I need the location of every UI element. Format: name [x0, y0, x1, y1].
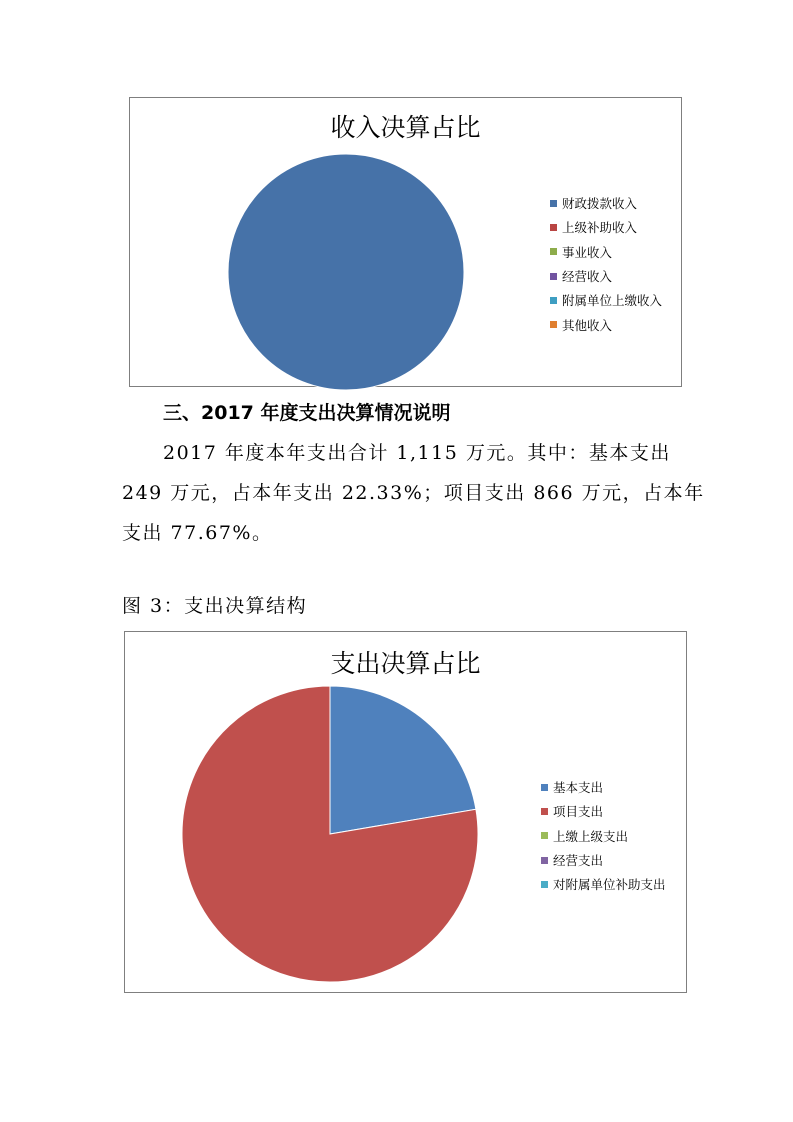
legend-item — [550, 191, 662, 215]
legend-label: 其他收入 — [562, 317, 613, 333]
legend-item — [550, 240, 662, 264]
legend-swatch — [550, 200, 557, 207]
legend-label: 经营支出 — [553, 853, 604, 869]
chart-title: 支出决算占比 — [330, 649, 481, 678]
legend-item — [550, 312, 662, 336]
legend-item — [541, 824, 666, 848]
legend-label: 事业收入 — [562, 244, 613, 260]
legend-label: 基本支出 — [553, 780, 604, 796]
pie-slice-财政拨款收入 — [228, 154, 464, 390]
paragraph-line: 249 万元，占本年支出 22.33%；项目支出 866 万元，占本年 — [122, 482, 705, 504]
legend-swatch — [550, 248, 557, 255]
legend-swatch — [541, 857, 548, 864]
legend-item — [550, 264, 662, 288]
figure-caption: 图 3：支出决算结构 — [122, 595, 308, 617]
pie-chart — [180, 684, 480, 984]
paragraph-line: 支出 77.67%。 — [122, 522, 273, 544]
chart-legend — [550, 191, 662, 337]
legend-swatch — [550, 297, 557, 304]
legend-item — [541, 775, 666, 799]
legend-label: 财政拨款收入 — [562, 196, 638, 212]
expense-chart — [124, 631, 687, 993]
pie-slice-基本支出 — [330, 686, 476, 834]
legend-label: 上级补助收入 — [562, 220, 638, 236]
legend-label: 对附属单位补助支出 — [553, 877, 666, 893]
legend-label: 上缴上级支出 — [553, 828, 629, 844]
legend-swatch — [541, 881, 548, 888]
legend-item — [541, 799, 666, 823]
legend-swatch — [550, 273, 557, 280]
income-chart — [129, 97, 682, 387]
pie-chart — [226, 152, 466, 392]
paragraph-line: 2017 年度本年支出合计 1,115 万元。其中：基本支出 — [163, 442, 671, 464]
chart-legend — [541, 775, 666, 896]
legend-swatch — [550, 321, 557, 328]
legend-swatch — [541, 832, 548, 839]
section-heading: 三、2017 年度支出决算情况说明 — [163, 402, 451, 424]
legend-label: 附属单位上缴收入 — [562, 293, 663, 309]
legend-swatch — [541, 808, 548, 815]
legend-item — [541, 848, 666, 872]
legend-label: 经营收入 — [562, 269, 613, 285]
legend-item — [550, 288, 662, 312]
chart-title: 收入决算占比 — [330, 113, 481, 142]
legend-swatch — [550, 224, 557, 231]
legend-item — [541, 872, 666, 896]
legend-label: 项目支出 — [553, 804, 604, 820]
legend-swatch — [541, 784, 548, 791]
legend-item — [550, 215, 662, 239]
